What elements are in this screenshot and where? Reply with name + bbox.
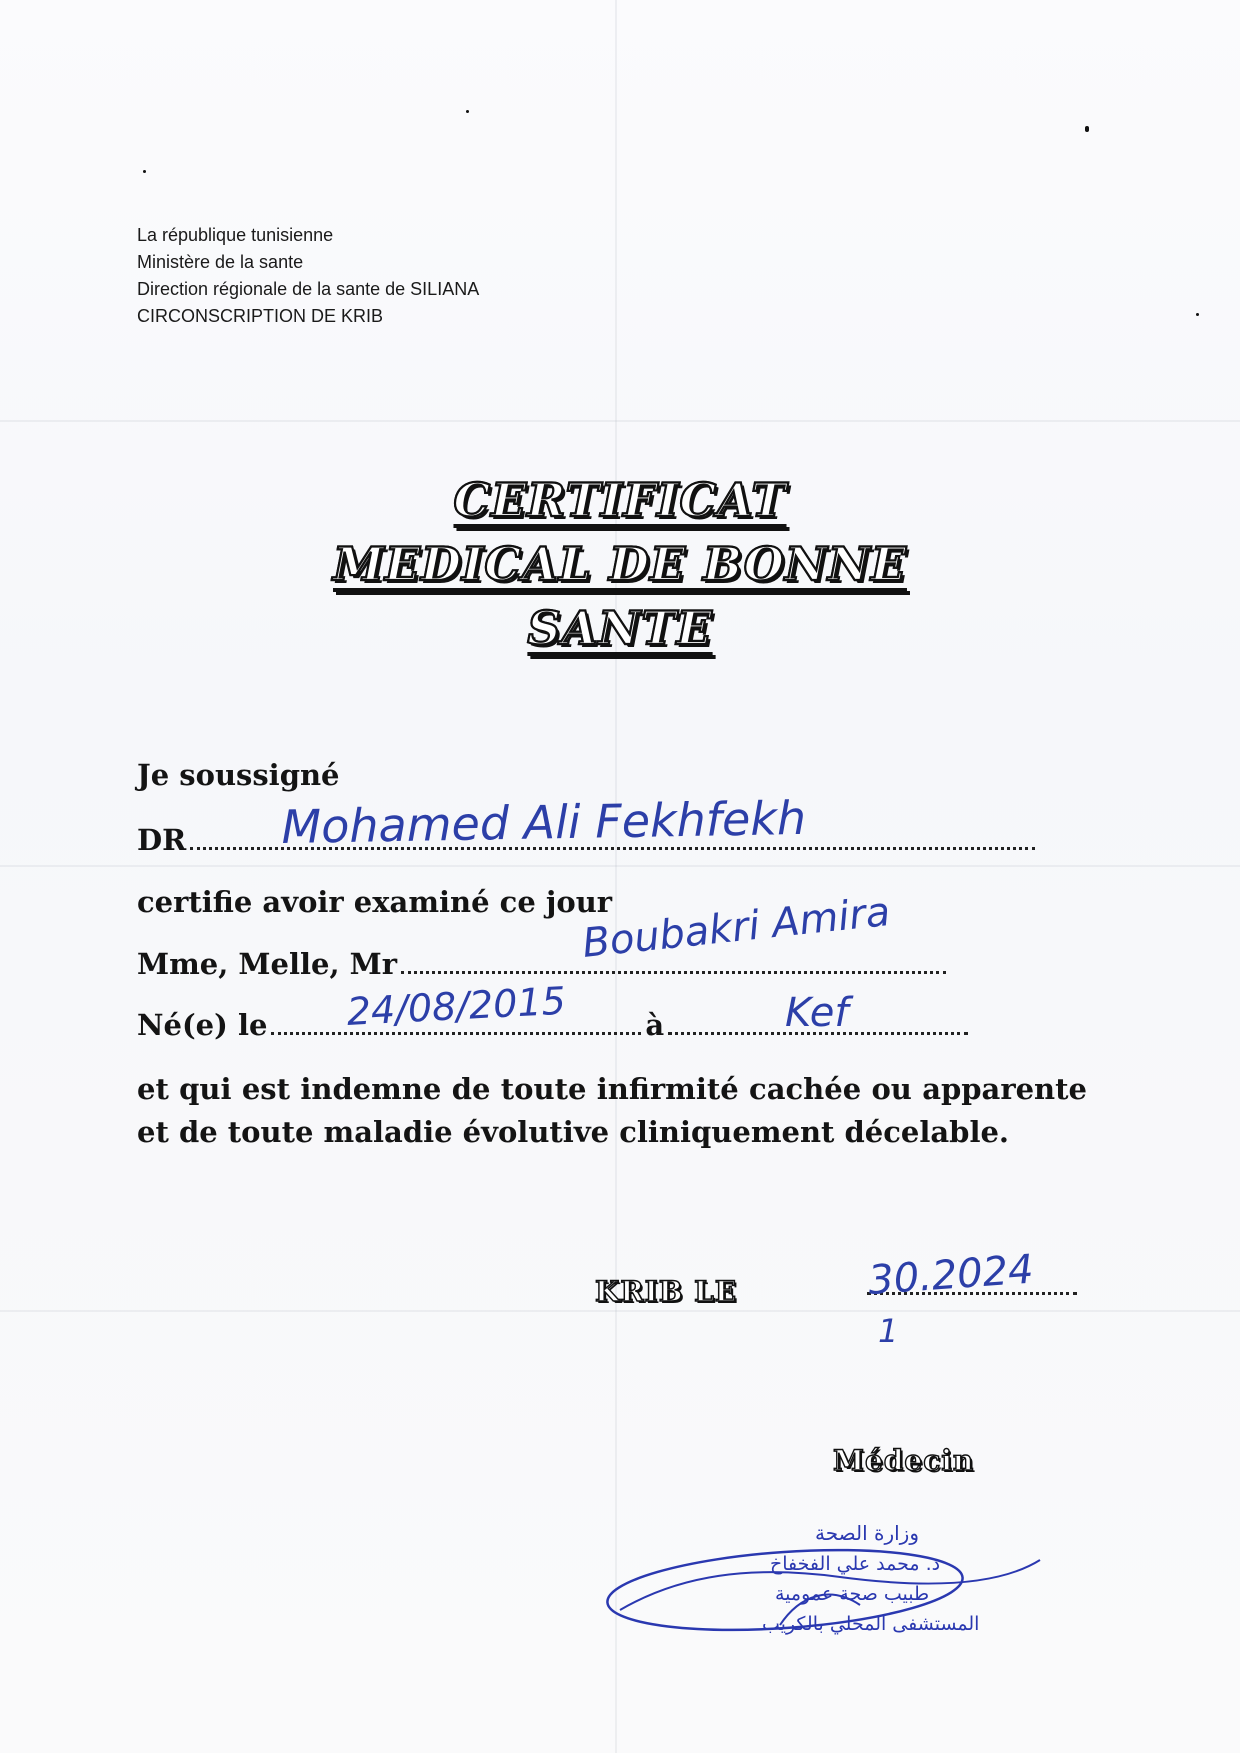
header-country: La république tunisienne (137, 225, 334, 245)
birth-place-handwritten: Kef (785, 990, 849, 1036)
paper-fold (0, 420, 1240, 422)
paper-speck (1085, 126, 1089, 132)
place-date-line (595, 1275, 737, 1308)
header-direction: Direction régionale de la sante de SILIANA (137, 279, 480, 299)
birth-date-dotted-field (271, 1032, 641, 1035)
birth-label: Né(e) le (137, 1008, 268, 1042)
intro-line (137, 758, 340, 792)
paper-fold (0, 1310, 1240, 1312)
patient-line (137, 947, 946, 981)
title-line-1: CERTIFICAT (453, 473, 787, 527)
stamp-line-title: طبيب صحة عمومية (775, 1583, 930, 1605)
patient-name-handwritten: Boubakri Amira (580, 888, 893, 967)
date-handwritten: 30.2024 (866, 1246, 1036, 1304)
stamp-line-doctor: د. محمد علي الفخفاخ (770, 1553, 941, 1575)
paper-speck (143, 170, 146, 173)
header-circonscription: CIRCONSCRIPTION DE KRIB (137, 306, 384, 326)
date-handwritten-sub: 1 (878, 1312, 899, 1350)
doctor-stamp (600, 1515, 1060, 1660)
header-ministry: Ministère de la sante (137, 252, 304, 272)
health-statement: et qui est indemne de toute infirmité cachée ou apparente et de toute maladie évolutive cliniquement décelable. (137, 1072, 1087, 1149)
birth-place-label: à (645, 1008, 665, 1042)
paper-speck (1196, 313, 1199, 316)
title-line-2: MEDICAL DE BONNE (333, 537, 907, 591)
paper-fold (0, 865, 1240, 867)
intro-text: Je soussigné (137, 758, 340, 792)
doctor-label: DR (137, 823, 187, 857)
title-line-3: SANTE (527, 601, 713, 655)
patient-label: Mme, Melle, Mr (137, 947, 398, 981)
doctor-name-handwritten: Mohamed Ali Fekhfekh (281, 790, 807, 854)
certify-text: certifie avoir examiné ce jour (137, 885, 613, 919)
document-title (0, 468, 1240, 660)
location-label: KRIB LE (595, 1275, 738, 1308)
stamp-line-hospital: المستشفى المحلي بالكريب (762, 1613, 980, 1635)
paper-speck (466, 110, 469, 113)
certify-line (137, 885, 612, 919)
patient-dotted-field (401, 971, 946, 974)
signature-label: Médecin (833, 1444, 975, 1477)
issuer-header (137, 222, 479, 330)
stamp-line-ministry: وزارة الصحة (815, 1521, 919, 1545)
paper-fold (615, 0, 617, 1753)
birth-date-handwritten: 24/08/2015 (345, 978, 567, 1034)
